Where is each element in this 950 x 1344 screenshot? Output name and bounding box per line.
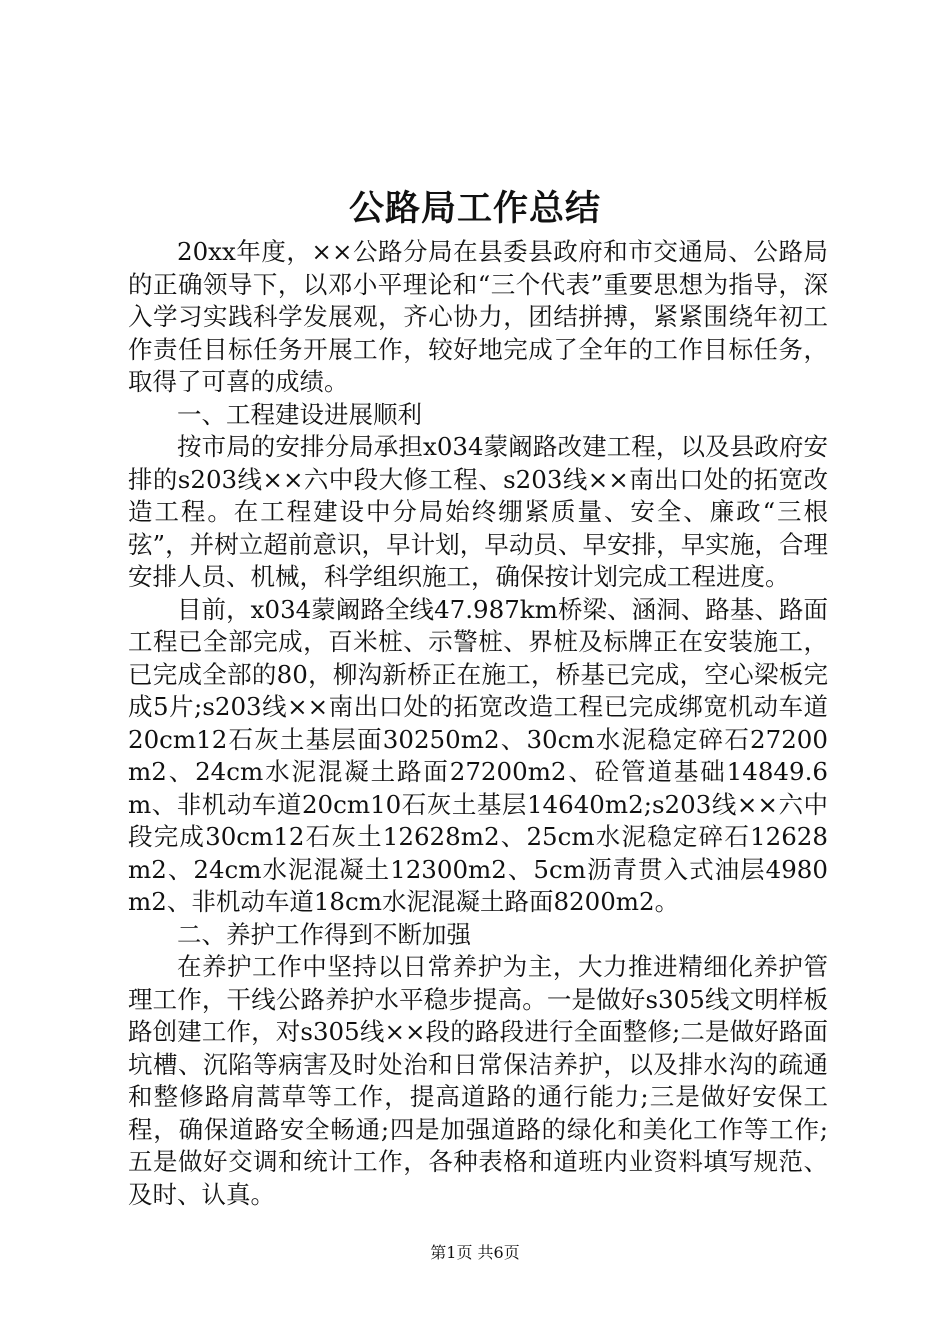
page-number-footer: 第1页 共6页 xyxy=(430,1243,520,1262)
section-heading-2: 二、养护工作得到不断加强 xyxy=(177,919,471,949)
paragraph-construction: 按市局的安排分局承担x034蒙阚路改建工程，以及县政府安排的s203线××六中段大修工程、s203线××南出口处的拓宽改造工程。在工程建设中分局始终绷紧质量、安全、廉政“三根弦”，并树立超前意识，早计划，早动员、早安排，早实施，合理安排人员、机械，科学组织施工，确保按计划完成工程进度。 xyxy=(128,432,828,591)
paragraph-progress: 目前，x034蒙阚路全线47.987km桥梁、涵洞、路基、路面工程已全部完成，百米桩、示警桩、界桩及标牌正在安装施工，已完成全部的80，柳沟新桥正在施工，桥基已完成，空心梁板完成5片;s203线××南出口处的拓宽改造工程已完成绑宽机动车道20cm12石灰土基层面30250m2、30cm水泥稳定碎石27200m2、24cm水泥混凝土路面27200m2、砼管道基础14849.6m、非机动车道20cm10石灰土基层14640m2;s203线××六中段完成30cm12石灰土12628m2、25cm水泥稳定碎石12628m2、24cm水泥混凝土12300m2、5cm沥青贯入式油层4980m2、非机动车道18cm水泥混凝土路面8200m2。 xyxy=(128,594,828,916)
paragraph-maintenance: 在养护工作中坚持以日常养护为主，大力推进精细化养护管理工作，干线公路养护水平稳步提高。一是做好s305线文明样板路创建工作，对s305线××段的路段进行全面整修;二是做好路面坑槽、沉陷等病害及时处治和日常保洁养护，以及排水沟的疏通和整修路肩蒿草等工作，提高道路的通行能力;三是做好安保工程，确保道路安全畅通;四是加强道路的绿化和美化工作等工作;五是做好交调和统计工作，各种表格和道班内业资料填写规范、及时、认真。 xyxy=(128,952,828,1209)
document-body xyxy=(128,236,828,1211)
document-title: 公路局工作总结 xyxy=(348,188,601,229)
paragraph-intro: 20xx年度，××公路分局在县委县政府和市交通局、公路局的正确领导下，以邓小平理论和“三个代表”重要思想为指导，深入学习实践科学发展观，齐心协力，团结拼搏，紧紧围绕年初工作责任目标任务开展工作，较好地完成了全年的工作目标任务，取得了可喜的成绩。 xyxy=(128,237,828,396)
section-heading-1: 一、工程建设进展顺利 xyxy=(177,399,422,429)
